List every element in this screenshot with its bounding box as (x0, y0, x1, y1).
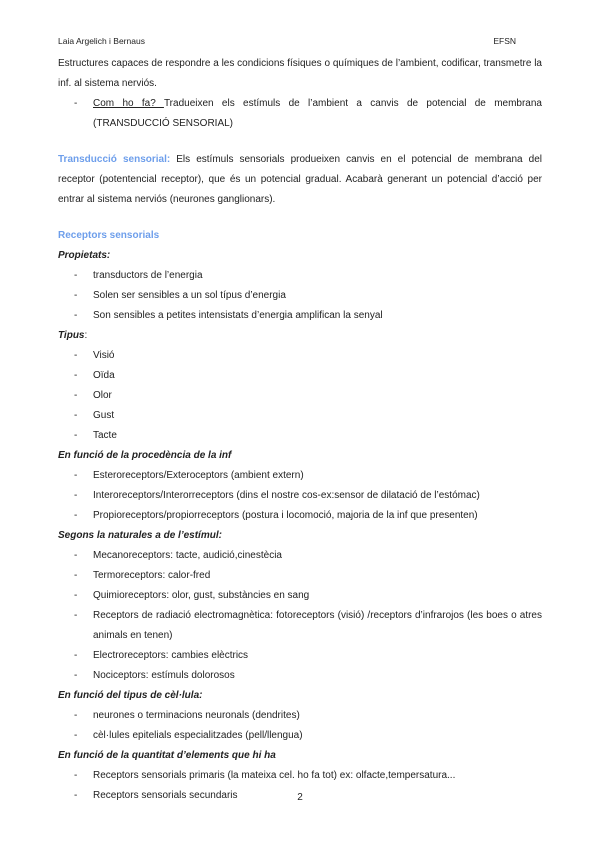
section-list-naturalesa (58, 546, 542, 686)
section-title-propietats: Propietats: (58, 250, 111, 261)
transduction-text: Els estímuls sensorials produeixen canvis en el potencial de membrana del receptor (potentencial receptor), que és un potencial gradual. Acabarà generant un potencial d’acció per entrar al sistema nerviós (neurones ganglionars). (58, 154, 542, 205)
list-item: - Esteroreceptors/Exteroceptors (ambient extern) (58, 466, 542, 486)
intro-list (58, 94, 542, 134)
list-item: - cèl·lules epitelials especialitzades (pell/llengua) (58, 726, 542, 746)
section-title-tipus: Tipus (58, 330, 85, 341)
list-item: - Visió (58, 346, 542, 366)
intro-answer: Tradueixen els estímuls de l’ambient a canvis de potencial de membrana (TRANSDUCCIÓ SENSORIAL) (93, 98, 542, 129)
page-number: 2 (297, 792, 303, 803)
intro-paragraph: Estructures capaces de respondre a les condicions físiques o químiques de l’ambient, codificar, transmetre la inf. al sistema nerviós. (58, 58, 542, 89)
list-item: - Receptors sensorials primaris (la mateixa cel. ho fa tot) ex: olfacte,tempersatura... (58, 766, 542, 786)
list-item: - Mecanoreceptors: tacte, audició,cinestècia (58, 546, 542, 566)
section-title-procedencia: En funció de la procedència de la inf (58, 450, 232, 461)
list-item: - Termoreceptors: calor-fred (58, 566, 542, 586)
list-item: - transductors de l’energia (58, 266, 542, 286)
page-content (58, 54, 542, 806)
list-item: - Tacte (58, 426, 542, 446)
list-item: - Quimioreceptors: olor, gust, substàncies en sang (58, 586, 542, 606)
list-item: - Son sensibles a petites intensistats d’energia amplifican la senyal (58, 306, 542, 326)
list-item: - Solen ser sensibles a un sol típus d’energia (58, 286, 542, 306)
section-title-quantitat: En funció de la quantitat d’elements que hi ha (58, 750, 276, 761)
page-header (58, 36, 542, 46)
list-item: - Electroreceptors: cambies elèctrics (58, 646, 542, 666)
section-list-cellula (58, 706, 542, 746)
header-author: Laia Argelich i Bernaus (58, 36, 145, 46)
section-title-naturalesa: Segons la naturales a de l’estímul: (58, 530, 222, 541)
list-item: - Oïda (58, 366, 542, 386)
list-item: - Olor (58, 386, 542, 406)
section-list-propietats (58, 266, 542, 326)
header-course: EFSN (493, 36, 516, 46)
transduction-paragraph (58, 150, 542, 210)
section-list-tipus (58, 346, 542, 446)
section-title-cellula: En funció del tipus de cèl·lula: (58, 690, 203, 701)
list-item: - Receptors de radiació electromagnètica: fotoreceptors (visió) /receptors d’infrarojos (les boes o atres animals en tenen) (58, 606, 542, 646)
list-item (58, 94, 542, 134)
list-item: - Nociceptors: estímuls dolorosos (58, 666, 542, 686)
list-item: - Receptors sensorials secundaris (58, 786, 542, 806)
list-item: - Propioreceptors/propiorreceptors (postura i locomoció, majoria de la inf que presenten) (58, 506, 542, 526)
transduction-heading: Transducció sensorial: (58, 154, 171, 165)
section-list-procedencia (58, 466, 542, 526)
section-title-tipus-line (58, 326, 542, 346)
list-item: - Interoreceptors/Interorreceptors (dins el nostre cos-ex:sensor de dilatació de l’estómac) (58, 486, 542, 506)
list-item: - neurones o terminacions neuronals (dendrites) (58, 706, 542, 726)
list-item: - Gust (58, 406, 542, 426)
intro-question: Com ho fa? (93, 98, 164, 109)
section-title-tipus-colon: : (84, 330, 88, 341)
receptors-heading: Receptors sensorials (58, 230, 160, 241)
